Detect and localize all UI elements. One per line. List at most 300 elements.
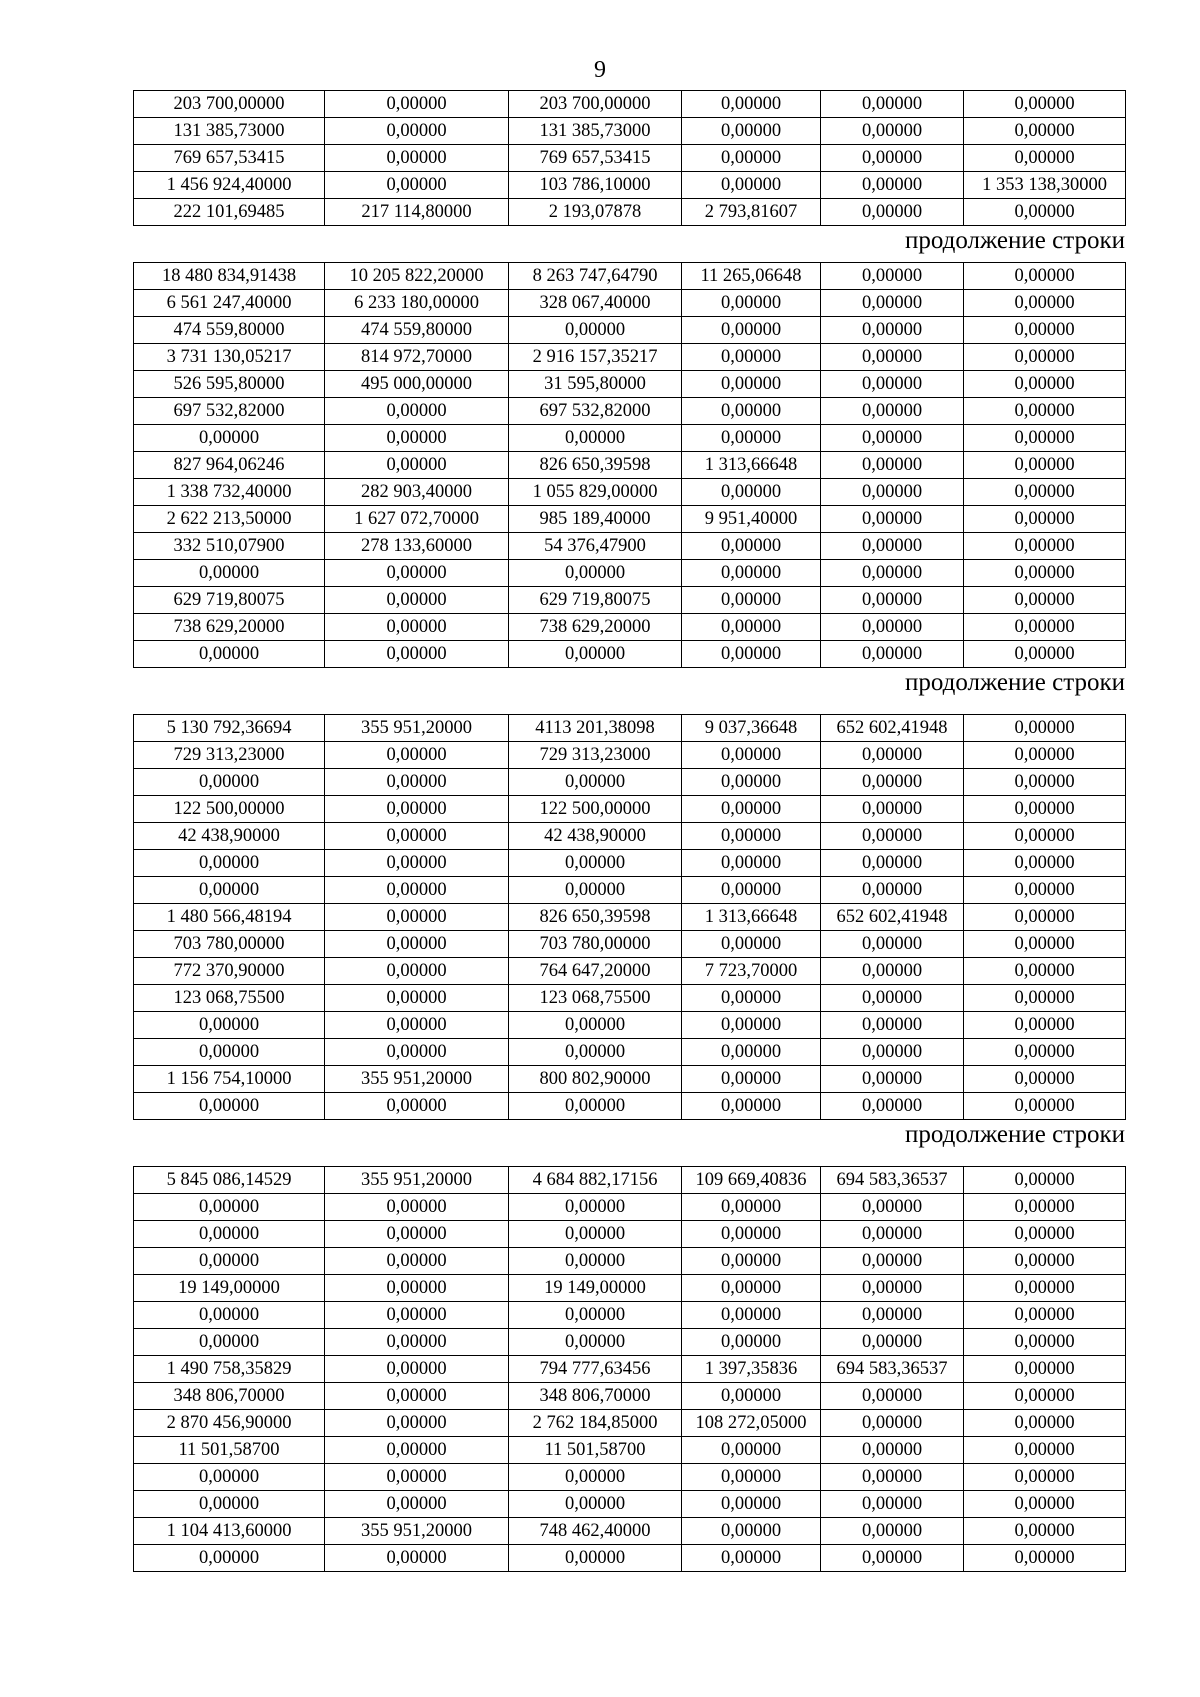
table-row [134,958,1126,985]
table-cell: 729 313,23000 [509,742,682,769]
table-cell: 355 951,20000 [325,1518,509,1545]
table-cell: 0,00000 [964,1518,1126,1545]
table-cell: 0,00000 [964,823,1126,850]
table-cell: 0,00000 [325,1545,509,1572]
table-cell: 0,00000 [821,1545,964,1572]
table-cell: 0,00000 [964,641,1126,668]
table-cell: 0,00000 [509,317,682,344]
table-row [134,1329,1126,1356]
data-table-2 [133,262,1126,668]
table-cell: 0,00000 [682,1194,821,1221]
table-cell: 0,00000 [325,118,509,145]
table-cell: 0,00000 [821,1039,964,1066]
table-cell: 0,00000 [134,1329,325,1356]
table-cell: 0,00000 [964,1248,1126,1275]
table-cell: 328 067,40000 [509,290,682,317]
table-cell: 0,00000 [134,877,325,904]
table-row [134,641,1126,668]
table-cell: 1 456 924,40000 [134,172,325,199]
table-cell: 0,00000 [821,769,964,796]
table-row [134,1356,1126,1383]
table-cell: 0,00000 [821,823,964,850]
table-cell: 0,00000 [821,479,964,506]
table-cell: 0,00000 [682,1093,821,1120]
table-cell: 0,00000 [821,877,964,904]
table-cell: 0,00000 [964,1275,1126,1302]
table-cell: 0,00000 [821,641,964,668]
table-cell: 0,00000 [509,641,682,668]
table-cell: 0,00000 [134,1302,325,1329]
table-cell: 0,00000 [964,1194,1126,1221]
table-cell: 0,00000 [964,479,1126,506]
table-cell: 1 313,66648 [682,452,821,479]
table-cell: 0,00000 [509,1329,682,1356]
table-cell: 0,00000 [821,118,964,145]
table-cell: 0,00000 [964,317,1126,344]
table-cell: 7 723,70000 [682,958,821,985]
table-cell: 0,00000 [682,1329,821,1356]
table-cell: 0,00000 [325,452,509,479]
table-cell: 6 233 180,00000 [325,290,509,317]
table-cell: 0,00000 [325,398,509,425]
table-row [134,614,1126,641]
table-cell: 4 684 882,17156 [509,1167,682,1194]
table-cell: 31 595,80000 [509,371,682,398]
table-cell: 0,00000 [325,1248,509,1275]
table-cell: 0,00000 [682,118,821,145]
table-cell: 355 951,20000 [325,715,509,742]
table-cell: 0,00000 [325,1302,509,1329]
table-cell: 1 156 754,10000 [134,1066,325,1093]
table-cell: 0,00000 [821,796,964,823]
table-cell: 1 490 758,35829 [134,1356,325,1383]
table-cell: 0,00000 [821,506,964,533]
table-cell: 0,00000 [964,560,1126,587]
table-cell: 0,00000 [821,1302,964,1329]
table-row [134,1221,1126,1248]
table-cell: 123 068,75500 [134,985,325,1012]
continuation-label: продолжение строки [904,669,1125,696]
table-cell: 694 583,36537 [821,1167,964,1194]
table-cell: 738 629,20000 [134,614,325,641]
table-cell: 0,00000 [325,1464,509,1491]
table-cell: 0,00000 [821,91,964,118]
table-cell: 0,00000 [134,560,325,587]
table-row [134,1410,1126,1437]
table-row [134,91,1126,118]
table-row [134,1093,1126,1120]
table-cell: 0,00000 [964,1437,1126,1464]
table-cell: 0,00000 [821,614,964,641]
table-cell: 1 338 732,40000 [134,479,325,506]
table-cell: 0,00000 [682,1248,821,1275]
table-cell: 769 657,53415 [509,145,682,172]
table-cell: 0,00000 [509,850,682,877]
table-cell: 0,00000 [682,1066,821,1093]
table-cell: 0,00000 [964,118,1126,145]
table-cell: 0,00000 [821,344,964,371]
table-cell: 0,00000 [509,1221,682,1248]
table-cell: 0,00000 [682,479,821,506]
table-cell: 0,00000 [325,1356,509,1383]
table-row [134,1012,1126,1039]
table-cell: 0,00000 [682,371,821,398]
table-row [134,1275,1126,1302]
table-row [134,1302,1126,1329]
table-cell: 0,00000 [509,560,682,587]
table-cell: 0,00000 [325,172,509,199]
table-cell: 703 780,00000 [134,931,325,958]
table-cell: 0,00000 [325,850,509,877]
table-block-2 [133,262,1125,698]
table-row [134,118,1126,145]
table-cell: 1 353 138,30000 [964,172,1126,199]
table-cell: 4113 201,38098 [509,715,682,742]
table-cell: 0,00000 [964,263,1126,290]
table-cell: 0,00000 [821,263,964,290]
continuation-label: продолжение строки [904,227,1125,254]
table-cell: 0,00000 [509,769,682,796]
table-row [134,1464,1126,1491]
table-cell: 0,00000 [325,1383,509,1410]
table-cell: 0,00000 [821,172,964,199]
table-cell: 0,00000 [821,1248,964,1275]
table-row [134,172,1126,199]
table-cell: 0,00000 [964,614,1126,641]
table-row [134,985,1126,1012]
table-cell: 0,00000 [682,769,821,796]
table-cell: 0,00000 [134,1221,325,1248]
table-cell: 0,00000 [821,1518,964,1545]
table-cell: 0,00000 [134,1545,325,1572]
table-cell: 0,00000 [821,398,964,425]
table-cell: 0,00000 [964,1039,1126,1066]
table-cell: 0,00000 [325,1093,509,1120]
table-cell: 0,00000 [821,587,964,614]
table-cell: 0,00000 [325,1221,509,1248]
table-cell: 2 916 157,35217 [509,344,682,371]
table-cell: 0,00000 [964,398,1126,425]
table-cell: 0,00000 [682,1221,821,1248]
data-table-4 [133,1166,1126,1572]
table-cell: 0,00000 [964,1167,1126,1194]
table-cell: 0,00000 [682,145,821,172]
table-cell: 738 629,20000 [509,614,682,641]
table-cell: 697 532,82000 [134,398,325,425]
table-cell: 0,00000 [325,1410,509,1437]
table-cell: 703 780,00000 [509,931,682,958]
table-cell: 0,00000 [134,1039,325,1066]
table-cell: 0,00000 [682,344,821,371]
table-row [134,506,1126,533]
table-cell: 0,00000 [964,850,1126,877]
table-row [134,1248,1126,1275]
table-cell: 474 559,80000 [134,317,325,344]
table-cell: 694 583,36537 [821,1356,964,1383]
table-cell: 0,00000 [509,1012,682,1039]
table-row [134,1518,1126,1545]
table-block-4 [133,1166,1125,1572]
table-cell: 1 627 072,70000 [325,506,509,533]
table-cell: 0,00000 [134,1248,325,1275]
table-cell: 0,00000 [134,1194,325,1221]
table-cell: 0,00000 [682,877,821,904]
table-cell: 0,00000 [682,641,821,668]
table-cell: 0,00000 [682,1302,821,1329]
table-cell: 0,00000 [964,91,1126,118]
table-cell: 0,00000 [682,742,821,769]
table-cell: 0,00000 [964,1545,1126,1572]
table-cell: 826 650,39598 [509,904,682,931]
table-cell: 0,00000 [821,290,964,317]
table-cell: 0,00000 [325,425,509,452]
table-cell: 474 559,80000 [325,317,509,344]
table-cell: 5 845 086,14529 [134,1167,325,1194]
table-cell: 9 037,36648 [682,715,821,742]
table-cell: 0,00000 [821,1066,964,1093]
table-cell: 652 602,41948 [821,715,964,742]
table-cell: 0,00000 [134,425,325,452]
table-cell: 0,00000 [821,1491,964,1518]
table-cell: 2 870 456,90000 [134,1410,325,1437]
table-cell: 985 189,40000 [509,506,682,533]
table-cell: 0,00000 [134,850,325,877]
table-row [134,199,1126,226]
table-cell: 5 130 792,36694 [134,715,325,742]
table-row [134,1039,1126,1066]
table-cell: 0,00000 [325,1437,509,1464]
table-cell: 0,00000 [964,344,1126,371]
table-cell: 0,00000 [821,742,964,769]
table-cell: 0,00000 [821,1464,964,1491]
table-row [134,1383,1126,1410]
table-cell: 109 669,40836 [682,1167,821,1194]
table-cell: 6 561 247,40000 [134,290,325,317]
table-cell: 0,00000 [821,371,964,398]
table-cell: 19 149,00000 [509,1275,682,1302]
table-cell: 769 657,53415 [134,145,325,172]
table-cell: 495 000,00000 [325,371,509,398]
table-cell: 0,00000 [682,614,821,641]
table-row [134,398,1126,425]
table-cell: 203 700,00000 [509,91,682,118]
table-row [134,1066,1126,1093]
table-cell: 0,00000 [682,985,821,1012]
table-cell: 814 972,70000 [325,344,509,371]
table-cell: 108 272,05000 [682,1410,821,1437]
table-cell: 0,00000 [325,769,509,796]
table-cell: 0,00000 [821,1383,964,1410]
table-cell: 0,00000 [509,1545,682,1572]
table-cell: 0,00000 [682,1464,821,1491]
table-cell: 794 777,63456 [509,1356,682,1383]
table-cell: 0,00000 [964,1221,1126,1248]
table-cell: 0,00000 [821,1329,964,1356]
table-row [134,742,1126,769]
table-cell: 103 786,10000 [509,172,682,199]
table-cell: 0,00000 [682,1545,821,1572]
table-cell: 9 951,40000 [682,506,821,533]
table-cell: 0,00000 [964,199,1126,226]
table-cell: 0,00000 [821,1275,964,1302]
table-cell: 0,00000 [821,1410,964,1437]
table-cell: 18 480 834,91438 [134,263,325,290]
table-cell: 0,00000 [134,1491,325,1518]
table-row [134,560,1126,587]
table-row [134,796,1126,823]
table-cell: 0,00000 [964,1410,1126,1437]
table-cell: 19 149,00000 [134,1275,325,1302]
table-cell: 0,00000 [821,1437,964,1464]
table-cell: 0,00000 [964,533,1126,560]
table-cell: 0,00000 [964,796,1126,823]
table-cell: 0,00000 [134,1464,325,1491]
table-cell: 0,00000 [134,1093,325,1120]
table-cell: 0,00000 [821,533,964,560]
table-cell: 0,00000 [964,1066,1126,1093]
data-table-1 [133,90,1126,226]
table-cell: 0,00000 [821,317,964,344]
table-cell: 8 263 747,64790 [509,263,682,290]
table-row [134,317,1126,344]
table-cell: 11 265,06648 [682,263,821,290]
table-cell: 42 438,90000 [134,823,325,850]
table-cell: 652 602,41948 [821,904,964,931]
table-cell: 0,00000 [821,560,964,587]
table-cell: 697 532,82000 [509,398,682,425]
table-cell: 0,00000 [325,145,509,172]
table-cell: 222 101,69485 [134,199,325,226]
table-cell: 0,00000 [682,1039,821,1066]
table-cell: 0,00000 [682,1383,821,1410]
table-cell: 0,00000 [964,985,1126,1012]
table-cell: 0,00000 [509,1248,682,1275]
table-cell: 0,00000 [682,425,821,452]
table-cell: 0,00000 [325,1012,509,1039]
table-cell: 11 501,58700 [134,1437,325,1464]
table-cell: 0,00000 [682,317,821,344]
table-cell: 0,00000 [325,614,509,641]
table-cell: 0,00000 [509,1194,682,1221]
table-cell: 0,00000 [325,985,509,1012]
table-cell: 629 719,80075 [509,587,682,614]
table-cell: 0,00000 [964,290,1126,317]
table-cell: 0,00000 [325,742,509,769]
table-cell: 0,00000 [821,1012,964,1039]
table-cell: 0,00000 [821,931,964,958]
table-cell: 0,00000 [325,560,509,587]
table-cell: 282 903,40000 [325,479,509,506]
table-cell: 348 806,70000 [509,1383,682,1410]
table-cell: 0,00000 [325,91,509,118]
table-cell: 131 385,73000 [509,118,682,145]
table-cell: 0,00000 [964,1356,1126,1383]
table-cell: 2 762 184,85000 [509,1410,682,1437]
table-cell: 0,00000 [134,1012,325,1039]
table-cell: 729 313,23000 [134,742,325,769]
table-cell: 0,00000 [682,1012,821,1039]
table-cell: 0,00000 [682,796,821,823]
table-cell: 0,00000 [964,1302,1126,1329]
table-cell: 0,00000 [821,452,964,479]
table-cell: 0,00000 [325,823,509,850]
table-cell: 748 462,40000 [509,1518,682,1545]
table-cell: 0,00000 [134,769,325,796]
table-cell: 0,00000 [821,985,964,1012]
table-cell: 0,00000 [964,506,1126,533]
table-cell: 0,00000 [509,1093,682,1120]
table-cell: 0,00000 [325,641,509,668]
table-cell: 0,00000 [964,1383,1126,1410]
data-table-3 [133,714,1126,1120]
table-row [134,823,1126,850]
table-cell: 0,00000 [964,931,1126,958]
table-row [134,1167,1126,1194]
table-cell: 0,00000 [821,425,964,452]
table-cell: 0,00000 [964,371,1126,398]
table-row [134,877,1126,904]
table-cell: 0,00000 [964,715,1126,742]
table-cell: 217 114,80000 [325,199,509,226]
table-cell: 0,00000 [682,91,821,118]
table-cell: 0,00000 [964,742,1126,769]
table-cell: 1 104 413,60000 [134,1518,325,1545]
table-cell: 0,00000 [964,1491,1126,1518]
table-cell: 0,00000 [821,850,964,877]
table-cell: 0,00000 [964,1464,1126,1491]
table-cell: 348 806,70000 [134,1383,325,1410]
table-row [134,533,1126,560]
table-cell: 0,00000 [964,1093,1126,1120]
table-row [134,1194,1126,1221]
table-row [134,344,1126,371]
table-cell: 0,00000 [325,587,509,614]
table-cell: 1 313,66648 [682,904,821,931]
table-cell: 526 595,80000 [134,371,325,398]
table-cell: 764 647,20000 [509,958,682,985]
table-cell: 0,00000 [509,425,682,452]
table-cell: 0,00000 [325,904,509,931]
table-cell: 0,00000 [821,1194,964,1221]
table-cell: 0,00000 [964,452,1126,479]
table-cell: 800 802,90000 [509,1066,682,1093]
table-cell: 0,00000 [964,425,1126,452]
table-row [134,371,1126,398]
table-cell: 122 500,00000 [134,796,325,823]
table-cell: 123 068,75500 [509,985,682,1012]
table-cell: 0,00000 [821,199,964,226]
page-number: 9 [594,57,606,83]
table-cell: 278 133,60000 [325,533,509,560]
table-row [134,1545,1126,1572]
table-cell: 0,00000 [682,172,821,199]
table-cell: 0,00000 [325,1039,509,1066]
table-cell: 0,00000 [682,1275,821,1302]
table-cell: 827 964,06246 [134,452,325,479]
table-block-1 [133,90,1125,256]
table-cell: 826 650,39598 [509,452,682,479]
table-cell: 0,00000 [821,958,964,985]
table-cell: 0,00000 [964,145,1126,172]
table-cell: 10 205 822,20000 [325,263,509,290]
table-cell: 0,00000 [325,1194,509,1221]
table-row [134,290,1126,317]
table-cell: 0,00000 [964,904,1126,931]
table-cell: 772 370,90000 [134,958,325,985]
table-cell: 0,00000 [682,533,821,560]
table-cell: 0,00000 [682,560,821,587]
table-cell: 0,00000 [509,1039,682,1066]
